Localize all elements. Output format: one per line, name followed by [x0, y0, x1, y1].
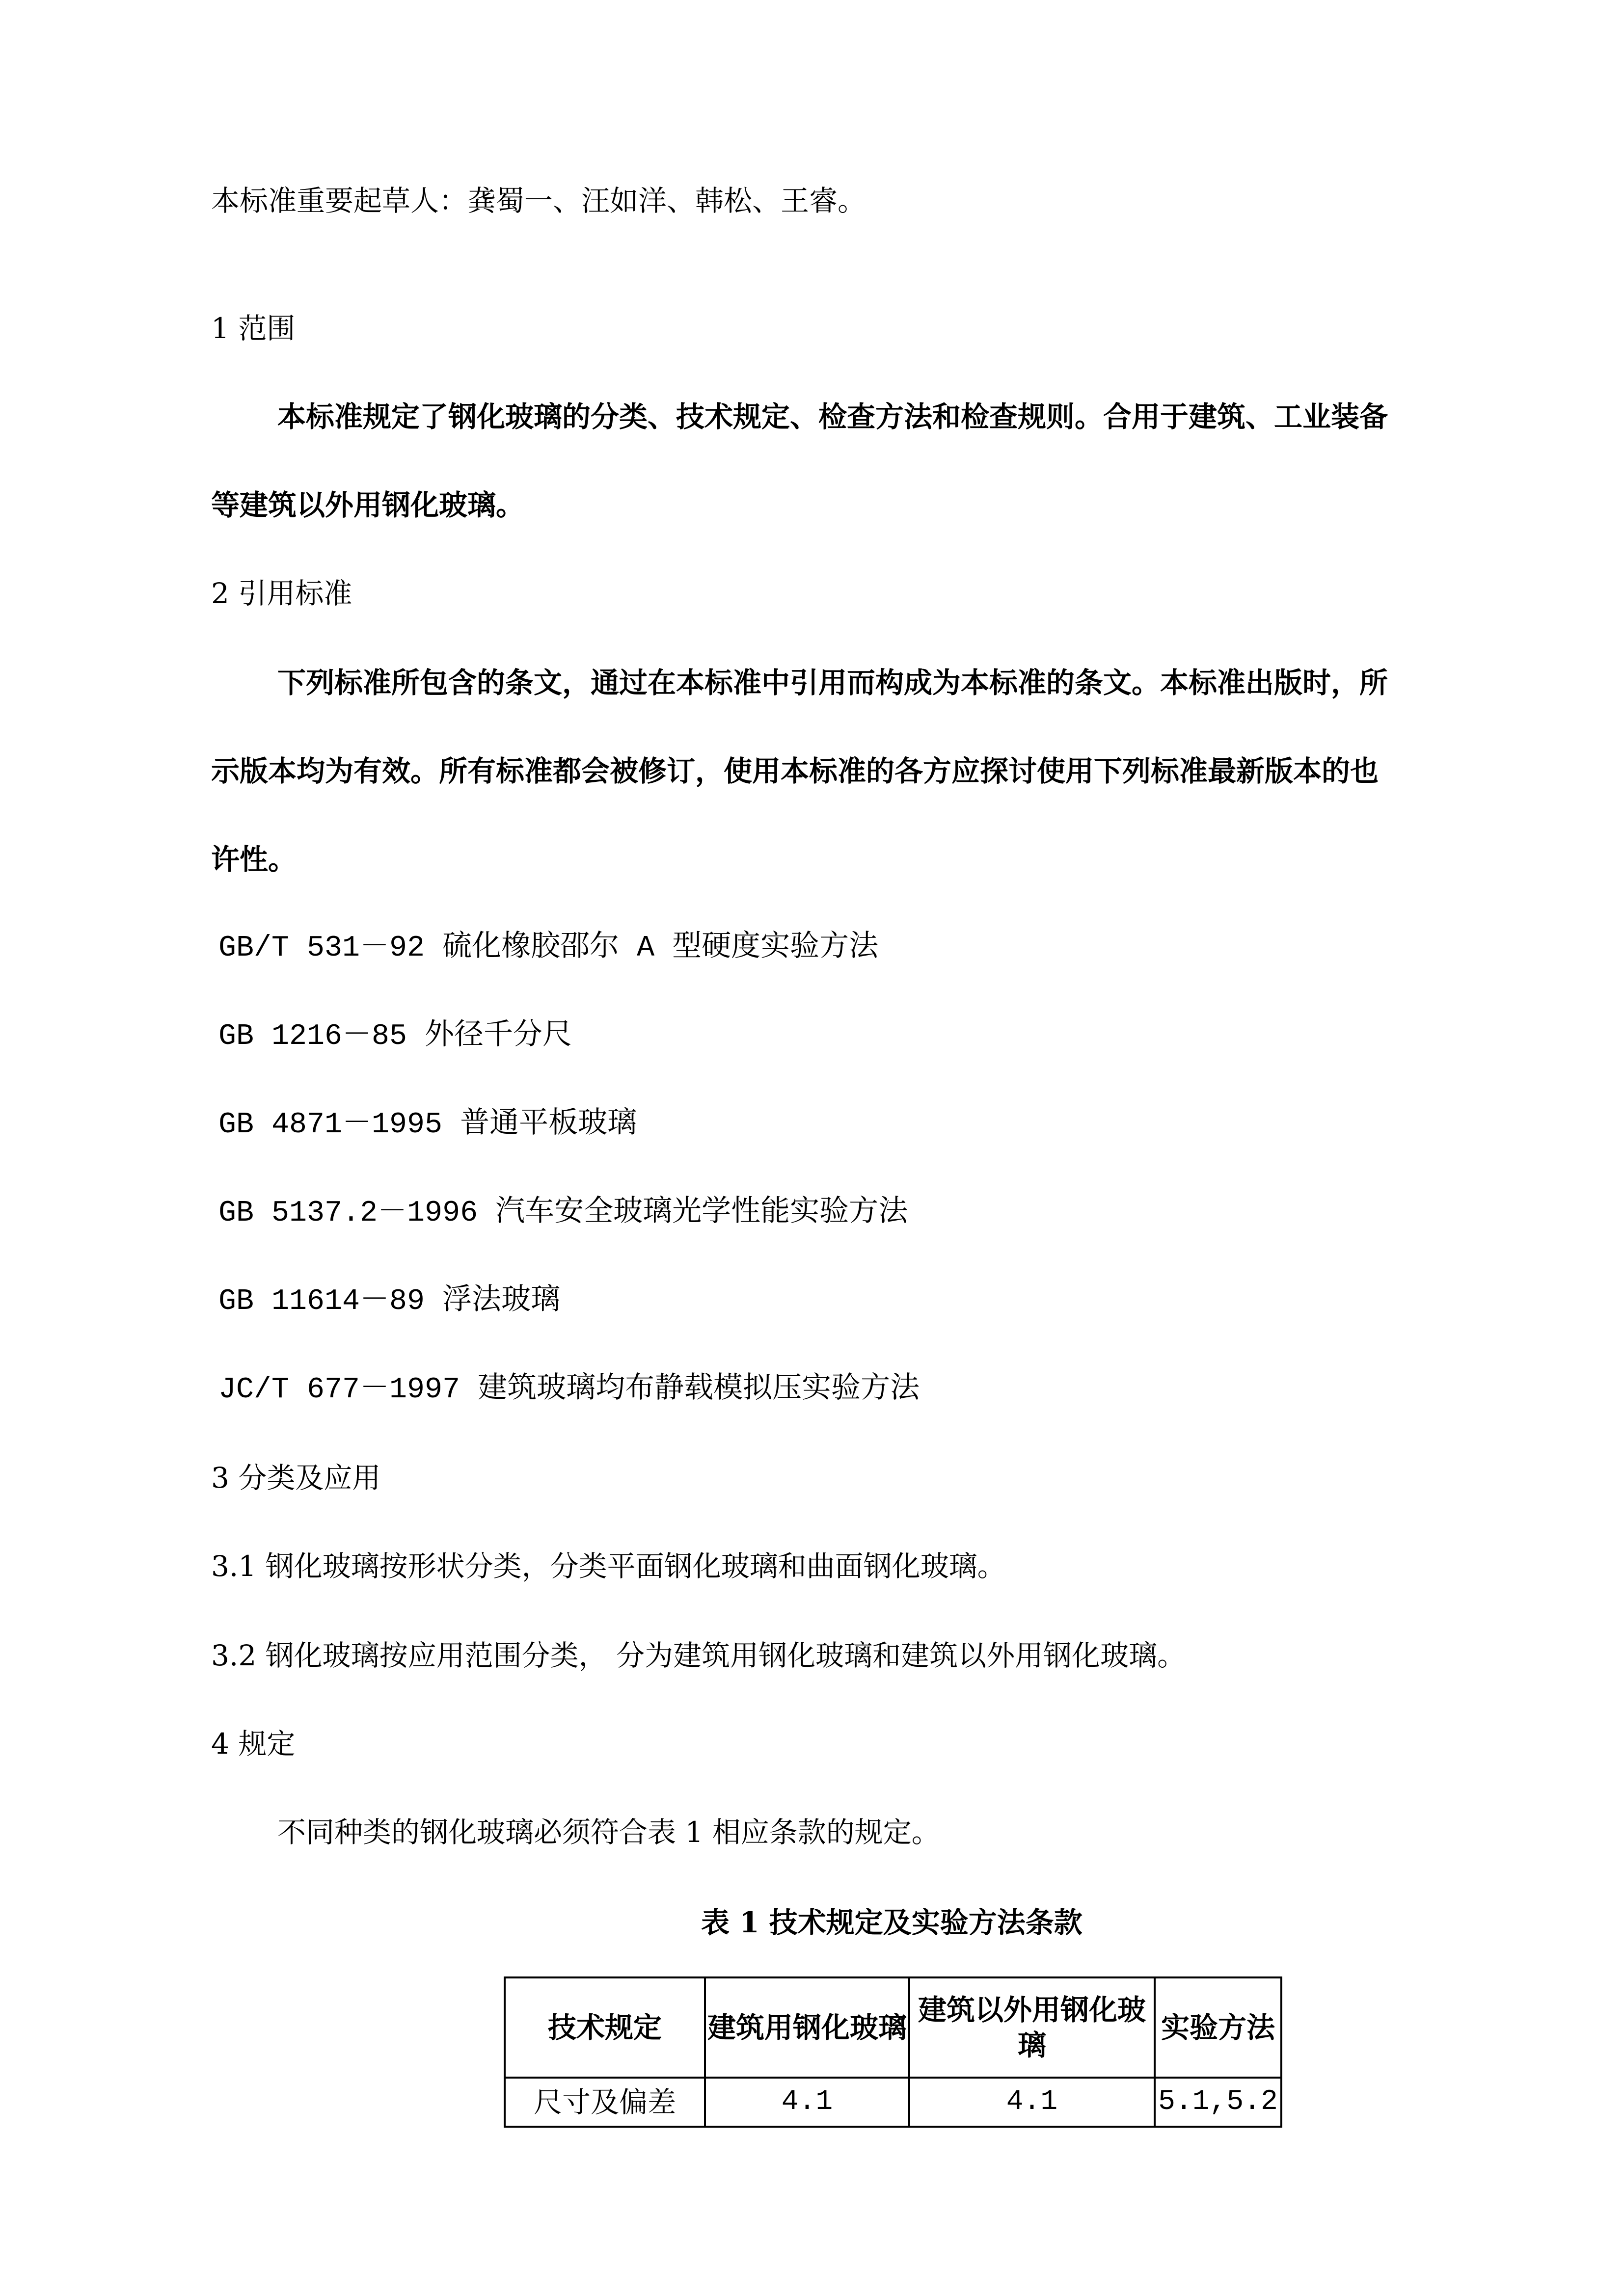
reference-item: JC/T 677－1997 建筑玻璃均布静载模拟压实验方法: [218, 1373, 920, 1407]
section-1-paragraph-line-1: 本标准规定了钢化玻璃的分类、技术规定、检查方法和检查规则。合用于建筑、工业装备: [277, 400, 1388, 433]
table-header-cell: 实验方法: [1155, 1977, 1281, 2078]
section-1-heading: 1 范围: [211, 312, 296, 345]
table-cell: 4.1: [909, 2078, 1155, 2127]
spec-table: [504, 1976, 1282, 2128]
reference-item: GB 11614－89 浮法玻璃: [218, 1285, 561, 1318]
reference-item: GB 4871－1995 普通平板玻璃: [218, 1108, 637, 1142]
table-header-cell: 技术规定: [505, 1977, 705, 2078]
table-header-cell: 建筑用钢化玻璃: [705, 1977, 909, 2078]
reference-item: GB 5137.2－1996 汽车安全玻璃光学性能实验方法: [218, 1197, 908, 1230]
section-2-paragraph-line-3: 许性。: [211, 843, 297, 876]
section-3-item-1: 3.1 钢化玻璃按形状分类，分类平面钢化玻璃和曲面钢化玻璃。: [211, 1549, 1006, 1583]
table-header-row: [505, 1977, 1281, 2078]
section-3-heading: 3 分类及应用: [211, 1461, 381, 1495]
section-2-paragraph-line-1: 下列标准所包含的条文，通过在本标准中引用而构成为本标准的条文。本标准出版时，所: [277, 666, 1388, 699]
section-3-item-2: 3.2 钢化玻璃按应用范围分类， 分为建筑用钢化玻璃和建筑以外用钢化玻璃。: [211, 1639, 1186, 1672]
table-cell: 尺寸及偏差: [505, 2078, 705, 2127]
reference-item: GB/T 531－92 硫化橡胶邵尔 A 型硬度实验方法: [218, 932, 879, 965]
table-cell: 5.1,5.2: [1155, 2078, 1281, 2127]
table-cell: 4.1: [705, 2078, 909, 2127]
table-caption: 表 1 技术规定及实验方法条款: [701, 1906, 1083, 1939]
table-header-cell: 建筑以外用钢化玻璃: [909, 1977, 1155, 2078]
section-2-heading: 2 引用标准: [211, 577, 352, 610]
table-row: [505, 2078, 1281, 2127]
section-4-heading: 4 规定: [211, 1727, 296, 1761]
drafters-line: 本标准重要起草人：龚蜀一、汪如洋、韩松、王睿。: [211, 184, 866, 217]
section-1-paragraph-line-2: 等建筑以外用钢化玻璃。: [211, 488, 525, 522]
reference-item: GB 1216－85 外径千分尺: [218, 1020, 572, 1053]
section-4-paragraph: 不同种类的钢化玻璃必须符合表 1 相应条款的规定。: [277, 1815, 940, 1849]
section-2-paragraph-line-2: 示版本均为有效。所有标准都会被修订，使用本标准的各方应探讨使用下列标准最新版本的也: [211, 754, 1379, 788]
